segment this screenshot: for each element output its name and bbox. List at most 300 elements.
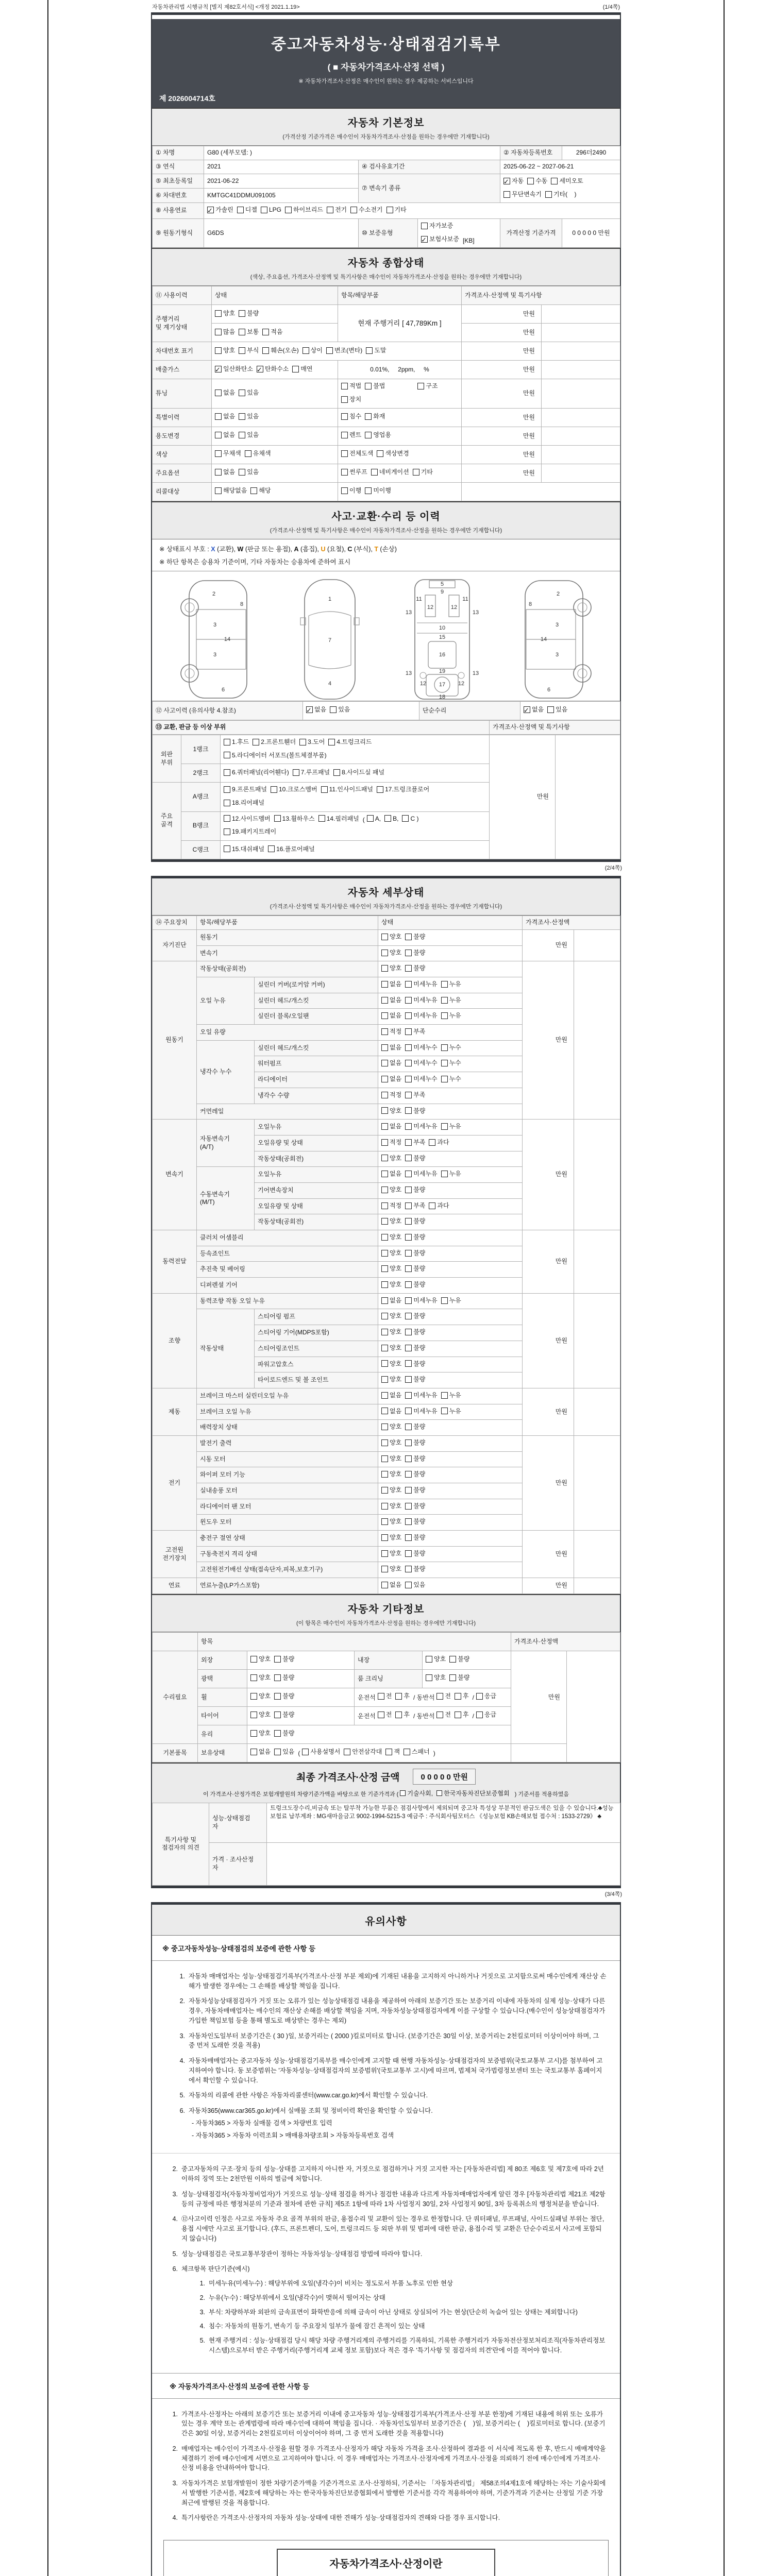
checkbox-label: 기타 [421,468,433,476]
checkbox[interactable] [328,739,335,745]
checkbox[interactable] [503,191,510,198]
checkbox-option [436,1709,451,1721]
checkbox[interactable] [327,207,333,213]
item-text: 성능·상태점검은 국토교통부장관이 정하는 자동차성능·상태점검 방법에 따라야 합니다. [181,2250,423,2258]
checkbox[interactable] [365,487,372,494]
checkbox-option [215,387,235,399]
checkbox-label: 불량 [413,1502,426,1510]
checkbox-label: 있음 [247,389,259,397]
checkbox[interactable] [381,1503,388,1510]
checkbox[interactable] [381,1345,388,1351]
checkbox-label: 자가보증 [429,222,453,230]
checkbox[interactable] [381,1550,388,1557]
checkbox[interactable] [405,981,412,988]
option-group [381,1314,429,1321]
checkbox[interactable] [378,1693,384,1700]
table-row [153,445,620,464]
checkbox[interactable] [405,1345,412,1351]
checkbox[interactable] [405,1012,412,1019]
cell: 2랭크 [181,764,221,783]
checkbox[interactable] [405,1534,412,1541]
checkbox[interactable] [381,950,388,956]
checkbox[interactable] [250,487,257,494]
checkbox[interactable] [405,1187,412,1193]
checkbox[interactable] [224,739,230,745]
option-text: 운전석 [358,1694,376,1702]
checkbox[interactable] [441,1171,448,1177]
checkbox-label: 색상변경 [385,450,409,457]
section-note: (가격조사·산정액 및 특기사항은 매수인이 자동차가격조사·산정을 원하는 경우에만 기재합니다) [270,903,502,910]
cell [247,1725,511,1743]
text: 이 가격조사·산정가격은 보험개발원의 차량기준가액을 바탕으로 한 기준가격과 ( [203,1791,400,1798]
checkbox[interactable] [441,1297,448,1304]
checkbox[interactable] [207,207,214,213]
checkbox[interactable] [365,432,372,438]
checkbox[interactable] [274,1674,281,1681]
checkbox[interactable] [215,329,222,335]
checkbox[interactable] [547,706,554,713]
checkbox[interactable] [405,1265,412,1272]
checkbox-label: 도말 [374,347,386,354]
checkbox[interactable] [341,396,348,403]
checkbox[interactable] [333,769,340,776]
notice-item [165,2164,607,2184]
checkbox[interactable] [341,413,348,420]
checkbox[interactable] [215,413,222,420]
checkbox[interactable] [250,1674,257,1681]
checkbox[interactable] [245,450,251,457]
checkbox[interactable] [404,1749,410,1755]
cell [221,764,490,783]
checkbox-label: 양호 [223,310,236,317]
item-number: 3. [179,2032,185,2040]
cell [574,1578,620,1594]
checkbox[interactable] [381,1202,388,1209]
checkbox[interactable] [215,389,222,396]
checkbox[interactable] [441,997,448,1004]
checkbox[interactable] [405,1297,412,1304]
checkbox[interactable] [292,366,299,372]
checkbox-label: 양호 [390,1534,402,1541]
checkbox[interactable] [224,752,230,758]
checkbox[interactable] [381,1313,388,1319]
checkbox[interactable] [239,469,245,476]
checkbox[interactable] [224,828,230,835]
checkbox-option [405,1105,425,1117]
cell [574,1531,620,1578]
checkbox[interactable] [405,1218,412,1225]
checkbox[interactable] [215,347,222,354]
checkbox[interactable] [381,1139,388,1146]
checkbox[interactable] [413,469,419,476]
checkbox[interactable] [239,432,245,438]
checkbox[interactable] [365,413,372,420]
checkbox[interactable] [381,1455,388,1462]
checkbox[interactable] [330,706,337,713]
checkbox[interactable] [224,815,230,822]
checkbox-option [303,345,323,357]
checkbox[interactable] [405,1044,412,1051]
checkbox[interactable] [405,1439,412,1446]
checkbox[interactable] [405,1376,412,1383]
checkbox[interactable] [306,706,313,713]
cell: 오일유량 및 상태 [255,1198,378,1214]
checkbox[interactable] [545,191,552,198]
checkbox[interactable] [381,1076,388,1082]
checkbox[interactable] [405,1076,412,1082]
checkbox[interactable] [441,1060,448,1066]
checkbox[interactable] [381,1092,388,1098]
checkbox-option [381,1358,401,1370]
checkbox[interactable] [381,1155,388,1161]
checkbox-label: 이행 [349,487,362,495]
checkbox[interactable] [378,1711,384,1718]
cell: 특기사항 및 점검자의 의견 [153,1803,209,1885]
cell [378,993,523,1009]
checkbox[interactable] [341,469,348,476]
cell: C랭크 [181,840,221,859]
checkbox-option [417,380,438,392]
car-diagram-underbody [398,578,486,701]
checkbox[interactable] [429,1139,435,1146]
cell: 만원 [523,1578,574,1594]
checkbox-option [250,1709,271,1721]
checkbox[interactable] [405,1550,412,1557]
checkbox[interactable] [224,800,230,806]
checkbox[interactable] [381,1123,388,1130]
checkbox[interactable] [449,1674,456,1681]
checkbox[interactable] [321,786,328,793]
final-price-note [152,1789,620,1798]
checkbox[interactable] [215,487,222,494]
checkbox[interactable] [449,1656,456,1663]
checkbox[interactable] [299,739,306,745]
checkbox-option [381,1468,401,1480]
checkbox[interactable] [476,1711,483,1718]
checkbox[interactable] [377,450,383,457]
checkbox-label: 부족 [413,1201,426,1209]
checkbox[interactable] [215,469,222,476]
checkbox[interactable] [341,487,348,494]
checkbox[interactable] [341,432,348,438]
checkbox[interactable] [405,1408,412,1414]
checkbox[interactable] [250,1711,257,1718]
checkbox[interactable] [253,739,259,745]
checkbox[interactable] [367,815,374,822]
cell [378,1546,523,1562]
checkbox[interactable] [381,1187,388,1193]
checkbox[interactable] [377,786,383,793]
checkbox[interactable] [417,383,424,389]
item-number: 6. [172,2265,178,2273]
checkbox[interactable] [381,1171,388,1177]
checkbox[interactable] [405,1107,412,1114]
checkbox[interactable] [274,1656,281,1663]
checkbox-label: 많음 [223,328,236,336]
checkbox[interactable] [303,347,309,354]
checkbox-option [381,1215,401,1227]
checkbox[interactable] [405,1518,412,1525]
checkbox[interactable] [405,950,412,956]
cell: 제동 [153,1388,197,1435]
cell: 고전원 전기장치 [153,1531,197,1578]
checkbox[interactable] [381,1408,388,1414]
checkbox[interactable] [441,1408,448,1414]
checkbox[interactable] [381,1360,388,1367]
item-text: 자동차매매업자는 중고자동차 성능·상태점검기록부를 매수인에게 고지할 때 현행 자동차성능·상태점검자의 보증범위(국토교통부 고시)를 첨부하여 고지하여야 합니다. 동 보증범위는 '자동차성능·상태점검자의 보증범위'(국토교통부 고시)에 따르며, 법제처 국가법령정보센터 또는 국토교통부 홈페이지에서 확인할 수 있습니다. [189,2057,603,2084]
checkbox[interactable] [239,347,245,354]
checkbox[interactable] [441,1392,448,1399]
option-group [421,224,477,244]
checkbox[interactable] [215,432,222,438]
checkbox[interactable] [405,1234,412,1241]
checkbox[interactable] [381,1582,388,1588]
checkbox[interactable] [524,706,530,713]
checkbox-option [381,1563,401,1575]
checkbox[interactable] [436,1790,442,1796]
checkbox[interactable] [381,1060,388,1066]
checkbox[interactable] [405,1155,412,1161]
checkbox-option [441,1168,461,1180]
checkbox[interactable] [405,997,412,1004]
checkbox[interactable] [405,1123,412,1130]
checkbox[interactable] [384,815,391,822]
checkbox[interactable] [381,1028,388,1035]
checkbox[interactable] [381,965,388,972]
checkbox[interactable] [405,1582,412,1588]
checkbox-option [268,843,315,855]
checkbox-label: 누유 [449,1391,461,1399]
checkbox[interactable] [381,981,388,988]
checkbox[interactable] [250,1730,257,1737]
checkbox[interactable] [421,223,428,229]
checkbox[interactable] [400,1790,406,1796]
checkbox-option [400,1789,433,1798]
checkbox[interactable] [318,815,325,822]
checkbox-label: 불량 [413,1107,426,1114]
checkbox[interactable] [224,786,230,793]
checkbox-option [245,448,271,460]
checkbox[interactable] [250,1749,257,1755]
cell [418,219,500,248]
checkbox[interactable] [250,1656,257,1663]
cell: 실내송풍 모터 [197,1483,378,1499]
checkbox[interactable] [344,1749,350,1755]
checkbox[interactable] [381,1329,388,1335]
checkbox-label: 화재 [373,413,385,420]
table-row [153,203,620,219]
checkbox[interactable] [405,1171,412,1177]
checkbox[interactable] [405,1313,412,1319]
checkbox[interactable] [215,366,222,372]
item-text: 자동차가격은 보험개발원이 정한 차량기준가액을 기준가격으로 조사·산정하되, 기준서는 「자동차관리법」 제58조의4제1호에 해당하는 자는 기술사회에서 발행한 기준서를, 제2호에 해당하는 자는 한국자동차진단보증협회에서 발행한 기준서를 각각 적용하여야 하며, 기준가격과 기준서는 산정일 기준 가장 최근에 발행된 것을 적용합니다. [181,2480,606,2506]
checkbox[interactable] [274,1711,281,1718]
checkbox[interactable] [455,1693,461,1700]
cell [520,701,620,720]
checkbox-label: 11.인사이드패널 [329,786,373,793]
checkbox[interactable] [381,1250,388,1257]
checkbox[interactable] [421,236,428,243]
checkbox[interactable] [274,815,281,822]
checkbox[interactable] [385,1749,392,1755]
checkbox[interactable] [405,1028,412,1035]
checkbox[interactable] [405,934,412,940]
checkbox[interactable] [405,1092,412,1098]
checkbox[interactable] [371,469,378,476]
checkbox[interactable] [381,1234,388,1241]
checkbox[interactable] [250,1693,257,1700]
checkbox[interactable] [239,310,245,317]
checkbox[interactable] [381,1218,388,1225]
cell: 가격조사·산정액 및 특기사항 [490,720,620,734]
checkbox[interactable] [405,1250,412,1257]
checkbox[interactable] [293,769,299,776]
checkbox[interactable] [381,1107,388,1114]
checkbox[interactable] [261,207,267,213]
law-note: 자동차관리법 시행규칙 [별지 제82호서식] <개정 2021.1.19> [152,4,300,10]
checkbox[interactable] [429,1202,435,1209]
checkbox[interactable] [381,1281,388,1288]
checkbox[interactable] [262,347,269,354]
checkbox[interactable] [441,1044,448,1051]
checkbox[interactable] [381,1439,388,1446]
checkbox-label: 양호 [390,1233,402,1241]
cell: 동력조향 작동 오일 누유 [197,1293,378,1309]
checkbox[interactable] [381,1012,388,1019]
option-group [381,1219,429,1226]
checkbox[interactable] [405,1329,412,1335]
option-group [224,740,375,760]
checkbox[interactable] [381,997,388,1004]
text: (손상) [378,545,397,553]
cell: 상태 [378,916,523,929]
checkbox-label: 양호 [390,1107,402,1114]
checkbox[interactable] [381,1044,388,1051]
checkbox[interactable] [405,1202,412,1209]
checkbox[interactable] [381,1423,388,1430]
checkbox[interactable] [405,1423,412,1430]
checkbox[interactable] [405,1281,412,1288]
checkbox[interactable] [381,1518,388,1525]
checkbox[interactable] [239,389,245,396]
option-group [341,451,413,459]
checkbox-option [405,1279,425,1291]
checkbox[interactable] [405,1455,412,1462]
panel-number: 12 [419,680,427,687]
checkbox[interactable] [366,347,373,354]
checkbox-label: 적정 [390,1138,402,1146]
checkbox[interactable] [215,450,222,457]
checkbox[interactable] [441,1076,448,1082]
checkbox[interactable] [224,769,230,776]
checkbox[interactable] [239,329,245,335]
option-group [215,451,275,459]
checkbox[interactable] [405,1139,412,1146]
checkbox[interactable] [436,1693,443,1700]
checkbox[interactable] [341,383,348,389]
checkbox[interactable] [381,1566,388,1572]
checkbox[interactable] [441,981,448,988]
checkbox[interactable] [239,413,245,420]
checkbox[interactable] [274,1693,281,1700]
checkbox[interactable] [274,1730,281,1737]
cell: 오일 유량 [197,1025,378,1041]
checkbox[interactable] [436,1711,443,1718]
table-row [153,408,620,427]
checkbox[interactable] [302,1749,309,1755]
checkbox[interactable] [381,1265,388,1272]
checkbox[interactable] [341,450,348,457]
checkbox[interactable] [402,815,409,822]
checkbox-option [215,485,247,497]
checkbox[interactable] [215,310,222,317]
checkbox[interactable] [551,178,558,184]
checkbox[interactable] [426,1656,432,1663]
checkbox[interactable] [326,347,333,354]
cell: 원동기 [153,961,197,1120]
checkbox[interactable] [527,178,534,184]
checkbox[interactable] [405,965,412,972]
checkbox[interactable] [503,178,510,184]
checkbox[interactable] [426,1674,432,1681]
checkbox[interactable] [455,1711,461,1718]
checkbox[interactable] [381,1471,388,1478]
checkbox[interactable] [386,207,393,213]
checkbox-label: 불량 [247,310,259,317]
checkbox[interactable] [257,366,263,372]
checkbox[interactable] [405,1503,412,1510]
checkbox[interactable] [405,1566,412,1572]
checkbox[interactable] [224,845,230,852]
checkbox[interactable] [405,1471,412,1478]
checkbox[interactable] [405,1060,412,1066]
cell [221,783,490,811]
checkbox[interactable] [381,1376,388,1383]
car-diagram-side-right [511,578,598,701]
option-group [215,414,262,421]
checkbox[interactable] [441,1012,448,1019]
checkbox[interactable] [405,1487,412,1494]
checkbox[interactable] [350,207,357,213]
checkbox[interactable] [381,934,388,940]
table-row [153,1632,620,1651]
notice-item [173,2091,607,2100]
checkbox[interactable] [381,1487,388,1494]
checkbox[interactable] [285,207,292,213]
checkbox-option [239,466,259,478]
checkbox[interactable] [237,207,244,213]
checkbox[interactable] [395,1711,402,1718]
checkbox[interactable] [381,1297,388,1304]
checkbox[interactable] [268,845,275,852]
checkbox[interactable] [476,1693,483,1700]
checkbox[interactable] [381,1534,388,1541]
checkbox[interactable] [441,1123,448,1130]
checkbox[interactable] [262,329,269,335]
section-title: 자동차 기타정보 [347,1603,425,1615]
checkbox-option [429,1200,449,1212]
checkbox[interactable] [271,786,277,793]
item-number: 1. [179,1972,185,1980]
checkbox[interactable] [405,1360,412,1367]
checkbox-option [367,813,381,825]
checkbox[interactable] [365,383,372,389]
checkbox[interactable] [395,1693,402,1700]
checkbox[interactable] [381,1392,388,1399]
checkbox[interactable] [274,1749,281,1755]
checkbox-label: 보통 [247,328,259,336]
checkbox[interactable] [405,1392,412,1399]
